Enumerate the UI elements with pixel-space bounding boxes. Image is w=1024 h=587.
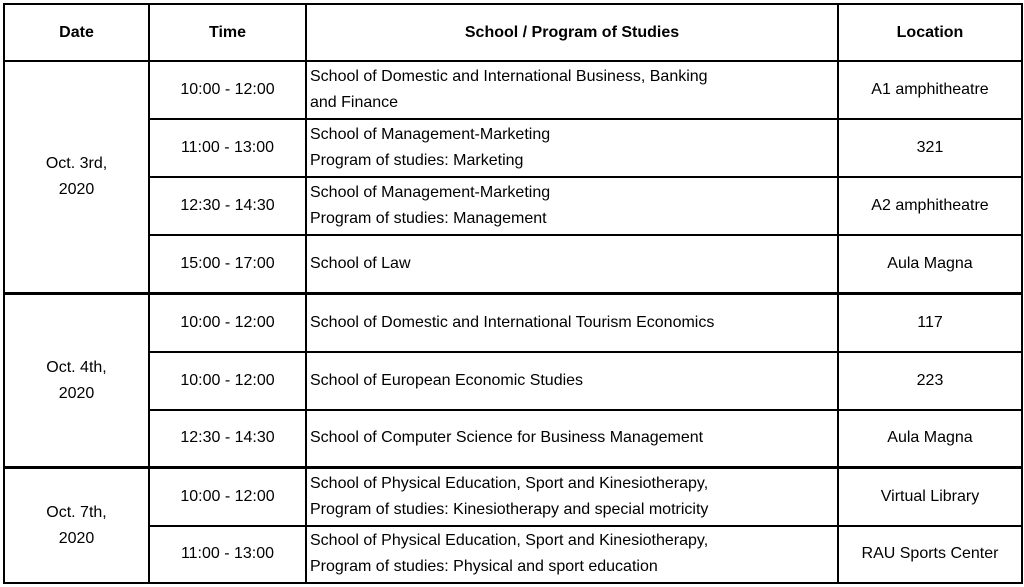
location-cell: 321 <box>838 119 1022 177</box>
time-cell: 12:30 - 14:30 <box>149 177 306 235</box>
program-line: School of European Economic Studies <box>310 371 584 389</box>
time-cell: 11:00 - 13:00 <box>149 119 306 177</box>
program-line: School of Management-Marketing <box>310 126 551 144</box>
table-row <box>4 177 1022 235</box>
table-row <box>4 119 1022 177</box>
program-line: School of Domestic and International Tourism Economics <box>310 313 715 331</box>
program-cell <box>306 61 838 119</box>
time-cell: 11:00 - 13:00 <box>149 526 306 583</box>
program-line: Program of studies: Management <box>310 210 547 228</box>
table-row <box>4 293 1022 351</box>
table-row <box>4 352 1022 410</box>
program-cell <box>306 526 838 583</box>
program-line: Program of studies: Marketing <box>310 152 524 170</box>
program-line: Program of studies: Kinesiotherapy and special motricity <box>310 501 709 519</box>
header-program: School / Program of Studies <box>306 4 838 61</box>
date-line: Oct. 4th, <box>46 358 107 376</box>
program-line: School of Management-Marketing <box>310 184 551 202</box>
time-cell: 10:00 - 12:00 <box>149 468 306 526</box>
table-row <box>4 526 1022 583</box>
table-row <box>4 410 1022 468</box>
time-cell: 12:30 - 14:30 <box>149 410 306 468</box>
time-cell: 10:00 - 12:00 <box>149 293 306 351</box>
program-cell <box>306 410 838 468</box>
schedule-table <box>3 3 1023 584</box>
location-cell: Aula Magna <box>838 410 1022 468</box>
date-cell <box>4 468 149 583</box>
program-line: School of Domestic and International Business, Banking <box>310 68 708 86</box>
location-cell: A1 amphitheatre <box>838 61 1022 119</box>
table-row <box>4 61 1022 119</box>
date-cell <box>4 61 149 293</box>
program-cell <box>306 293 838 351</box>
date-cell <box>4 293 149 467</box>
program-line: School of Physical Education, Sport and Kinesiotherapy, <box>310 532 709 550</box>
program-line: School of Computer Science for Business Management <box>310 429 704 447</box>
location-cell: RAU Sports Center <box>838 526 1022 583</box>
header-row <box>4 4 1022 61</box>
date-line: Oct. 7th, <box>46 503 107 521</box>
time-cell: 10:00 - 12:00 <box>149 61 306 119</box>
header-location: Location <box>838 4 1022 61</box>
time-cell: 10:00 - 12:00 <box>149 352 306 410</box>
program-cell <box>306 177 838 235</box>
program-cell <box>306 352 838 410</box>
location-cell: A2 amphitheatre <box>838 177 1022 235</box>
location-cell: 117 <box>838 293 1022 351</box>
location-cell: 223 <box>838 352 1022 410</box>
time-cell: 15:00 - 17:00 <box>149 235 306 293</box>
header-date: Date <box>4 4 149 61</box>
program-cell <box>306 235 838 293</box>
location-cell: Aula Magna <box>838 235 1022 293</box>
date-year: 2020 <box>58 384 95 402</box>
date-year: 2020 <box>58 529 95 547</box>
program-cell <box>306 119 838 177</box>
program-line: School of Physical Education, Sport and Kinesiotherapy, <box>310 475 709 493</box>
date-year: 2020 <box>58 180 95 198</box>
program-line: School of Law <box>310 255 411 273</box>
table-row <box>4 235 1022 293</box>
program-line: Program of studies: Physical and sport education <box>310 558 658 576</box>
program-line: and Finance <box>310 94 399 112</box>
program-cell <box>306 468 838 526</box>
location-cell: Virtual Library <box>838 468 1022 526</box>
date-line: Oct. 3rd, <box>45 154 108 172</box>
table-row <box>4 468 1022 526</box>
header-time: Time <box>149 4 306 61</box>
